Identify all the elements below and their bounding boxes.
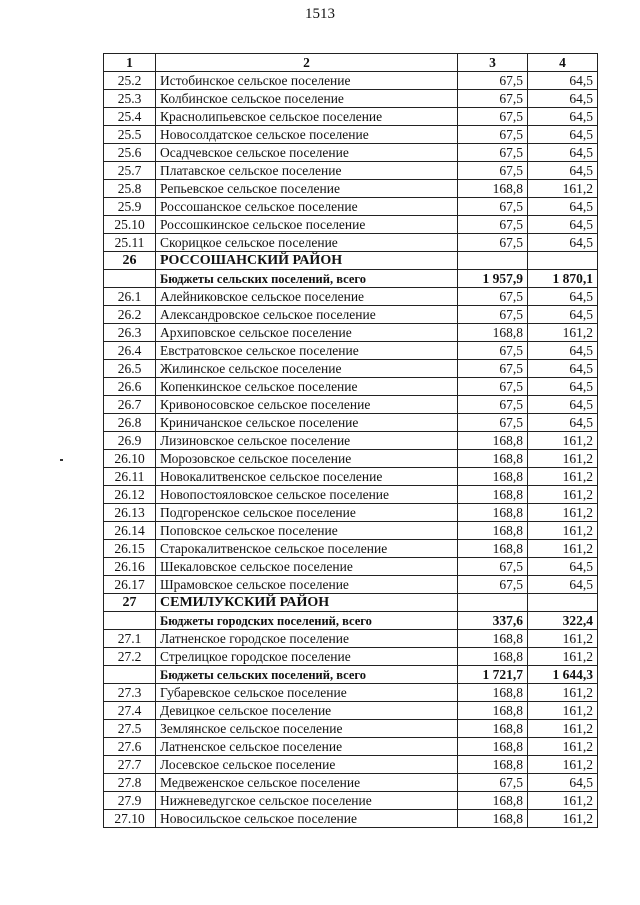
row-name: РОССОШАНСКИЙ РАЙОН <box>156 252 458 270</box>
row-number: 27.2 <box>104 648 156 666</box>
table-row <box>104 360 598 378</box>
table-row <box>104 648 598 666</box>
row-name: Жилинское сельское поселение <box>156 360 458 378</box>
row-name: Губаревское сельское поселение <box>156 684 458 702</box>
row-name: Лосевское сельское поселение <box>156 756 458 774</box>
row-value-col4: 64,5 <box>528 126 598 144</box>
row-name: Нижневедугское сельское поселение <box>156 792 458 810</box>
row-value-col3 <box>458 252 528 270</box>
row-value-col4: 64,5 <box>528 774 598 792</box>
row-number: 26.11 <box>104 468 156 486</box>
row-value-col4: 64,5 <box>528 90 598 108</box>
row-number: 25.3 <box>104 90 156 108</box>
row-value-col4: 64,5 <box>528 216 598 234</box>
table-row <box>104 486 598 504</box>
row-value-col4: 161,2 <box>528 810 598 828</box>
row-name: Александровское сельское поселение <box>156 306 458 324</box>
table-body <box>104 72 598 828</box>
row-name: Землянское сельское поселение <box>156 720 458 738</box>
row-value-col3: 1 721,7 <box>458 666 528 684</box>
page-number: 1513 <box>305 6 335 22</box>
table-row <box>104 738 598 756</box>
table-row <box>104 774 598 792</box>
table-row <box>104 234 598 252</box>
row-name: Копенкинское сельское поселение <box>156 378 458 396</box>
row-value-col3: 67,5 <box>458 90 528 108</box>
row-value-col4: 64,5 <box>528 342 598 360</box>
row-name: Подгоренское сельское поселение <box>156 504 458 522</box>
row-name: СЕМИЛУКСКИЙ РАЙОН <box>156 594 458 612</box>
row-number: 26.4 <box>104 342 156 360</box>
row-value-col3: 337,6 <box>458 612 528 630</box>
row-number: 27.5 <box>104 720 156 738</box>
table-row <box>104 702 598 720</box>
table-row <box>104 90 598 108</box>
row-value-col4: 64,5 <box>528 288 598 306</box>
row-name: Колбинское сельское поселение <box>156 90 458 108</box>
table-row <box>104 306 598 324</box>
row-number: 27.4 <box>104 702 156 720</box>
row-name: Латненское сельское поселение <box>156 738 458 756</box>
row-value-col3 <box>458 594 528 612</box>
row-value-col4: 64,5 <box>528 378 598 396</box>
table-row <box>104 756 598 774</box>
row-number: 26.5 <box>104 360 156 378</box>
header-row <box>104 54 598 72</box>
table-row <box>104 144 598 162</box>
row-number: 26.8 <box>104 414 156 432</box>
row-value-col4: 161,2 <box>528 432 598 450</box>
row-number: 26.17 <box>104 576 156 594</box>
row-value-col4: 161,2 <box>528 648 598 666</box>
row-value-col3: 67,5 <box>458 774 528 792</box>
table-row <box>104 540 598 558</box>
header-col-3: 3 <box>458 54 528 72</box>
row-number: 26.3 <box>104 324 156 342</box>
row-value-col4: 64,5 <box>528 234 598 252</box>
row-number: 25.4 <box>104 108 156 126</box>
row-number: 25.11 <box>104 234 156 252</box>
row-name: Евстратовское сельское поселение <box>156 342 458 360</box>
row-value-col3: 168,8 <box>458 720 528 738</box>
row-value-col4: 64,5 <box>528 162 598 180</box>
table-row <box>104 216 598 234</box>
row-value-col4: 161,2 <box>528 756 598 774</box>
row-name: Новопостояловское сельское поселение <box>156 486 458 504</box>
row-number: 25.9 <box>104 198 156 216</box>
row-name: Архиповское сельское поселение <box>156 324 458 342</box>
row-name: Новосолдатское сельское поселение <box>156 126 458 144</box>
row-number: 26.12 <box>104 486 156 504</box>
row-value-col4: 64,5 <box>528 576 598 594</box>
row-value-col3: 67,5 <box>458 216 528 234</box>
row-number: 26.16 <box>104 558 156 576</box>
row-name: Бюджеты городских поселений, всего <box>156 612 458 630</box>
row-value-col3: 67,5 <box>458 162 528 180</box>
row-value-col3: 67,5 <box>458 576 528 594</box>
table-row <box>104 792 598 810</box>
row-value-col3: 67,5 <box>458 198 528 216</box>
table-row <box>104 198 598 216</box>
header-col-1: 1 <box>104 54 156 72</box>
row-value-col4: 322,4 <box>528 612 598 630</box>
row-value-col3: 168,8 <box>458 738 528 756</box>
row-number: 27 <box>104 594 156 612</box>
row-value-col4: 64,5 <box>528 198 598 216</box>
row-value-col3: 67,5 <box>458 288 528 306</box>
table-row <box>104 450 598 468</box>
header-col-4: 4 <box>528 54 598 72</box>
row-name: Медвеженское сельское поселение <box>156 774 458 792</box>
row-number: 26.9 <box>104 432 156 450</box>
row-number: 27.1 <box>104 630 156 648</box>
row-number: 27.9 <box>104 792 156 810</box>
row-value-col3: 67,5 <box>458 414 528 432</box>
row-name: Лизиновское сельское поселение <box>156 432 458 450</box>
table-row <box>104 378 598 396</box>
row-number: 26.7 <box>104 396 156 414</box>
row-value-col3: 168,8 <box>458 486 528 504</box>
row-value-col4: 64,5 <box>528 558 598 576</box>
row-number: 27.10 <box>104 810 156 828</box>
row-name: Алейниковское сельское поселение <box>156 288 458 306</box>
row-value-col3: 168,8 <box>458 540 528 558</box>
row-value-col4: 161,2 <box>528 540 598 558</box>
row-name: Краснолипьевское сельское поселение <box>156 108 458 126</box>
row-number: 26.6 <box>104 378 156 396</box>
row-value-col3: 168,8 <box>458 180 528 198</box>
row-name: Репьевское сельское поселение <box>156 180 458 198</box>
row-number: 25.6 <box>104 144 156 162</box>
row-number: 25.5 <box>104 126 156 144</box>
row-number: 26.10 <box>104 450 156 468</box>
row-name: Скорицкое сельское поселение <box>156 234 458 252</box>
row-number: 25.8 <box>104 180 156 198</box>
row-value-col4: 64,5 <box>528 396 598 414</box>
row-value-col4: 161,2 <box>528 702 598 720</box>
row-value-col3: 67,5 <box>458 234 528 252</box>
table-row <box>104 630 598 648</box>
row-value-col4: 161,2 <box>528 450 598 468</box>
table-row <box>104 504 598 522</box>
row-value-col3: 67,5 <box>458 108 528 126</box>
district-row <box>104 594 598 612</box>
header-col-2: 2 <box>156 54 458 72</box>
row-number: 25.2 <box>104 72 156 90</box>
row-value-col3: 168,8 <box>458 756 528 774</box>
row-value-col4: 64,5 <box>528 306 598 324</box>
total-row <box>104 270 598 288</box>
row-name: Новосильское сельское поселение <box>156 810 458 828</box>
row-name: Россошкинское сельское поселение <box>156 216 458 234</box>
table-row <box>104 414 598 432</box>
row-value-col4: 161,2 <box>528 324 598 342</box>
row-value-col4: 161,2 <box>528 180 598 198</box>
row-number: 25.10 <box>104 216 156 234</box>
row-value-col3: 168,8 <box>458 450 528 468</box>
row-value-col4: 64,5 <box>528 414 598 432</box>
table-row <box>104 108 598 126</box>
row-value-col3: 168,8 <box>458 792 528 810</box>
row-number: 27.7 <box>104 756 156 774</box>
row-number: 26.14 <box>104 522 156 540</box>
row-name: Стрелицкое городское поселение <box>156 648 458 666</box>
row-name: Шрамовское сельское поселение <box>156 576 458 594</box>
row-value-col3: 67,5 <box>458 144 528 162</box>
row-number: 27.6 <box>104 738 156 756</box>
row-number: 26.15 <box>104 540 156 558</box>
row-name: Кривоносовское сельское поселение <box>156 396 458 414</box>
row-name: Платавское сельское поселение <box>156 162 458 180</box>
row-number: 26.1 <box>104 288 156 306</box>
row-name: Латненское городское поселение <box>156 630 458 648</box>
row-value-col4: 161,2 <box>528 468 598 486</box>
scan-speck <box>60 459 63 461</box>
row-name: Старокалитвенское сельское поселение <box>156 540 458 558</box>
table-row <box>104 720 598 738</box>
row-value-col3: 67,5 <box>458 378 528 396</box>
row-value-col3: 168,8 <box>458 810 528 828</box>
table-row <box>104 126 598 144</box>
row-number: 26.2 <box>104 306 156 324</box>
row-name: Новокалитвенское сельское поселение <box>156 468 458 486</box>
district-row <box>104 252 598 270</box>
row-value-col3: 67,5 <box>458 558 528 576</box>
row-number: 27.8 <box>104 774 156 792</box>
row-value-col4: 64,5 <box>528 144 598 162</box>
row-name: Поповское сельское поселение <box>156 522 458 540</box>
row-value-col4: 161,2 <box>528 630 598 648</box>
row-value-col3: 168,8 <box>458 648 528 666</box>
row-value-col4 <box>528 252 598 270</box>
table-row <box>104 810 598 828</box>
table-row <box>104 522 598 540</box>
row-name: Бюджеты сельских поселений, всего <box>156 666 458 684</box>
table-row <box>104 288 598 306</box>
row-value-col3: 168,8 <box>458 702 528 720</box>
row-name: Осадчевское сельское поселение <box>156 144 458 162</box>
row-value-col4: 64,5 <box>528 360 598 378</box>
row-value-col4: 161,2 <box>528 738 598 756</box>
row-number: 26.13 <box>104 504 156 522</box>
row-value-col4: 161,2 <box>528 720 598 738</box>
row-name: Девицкое сельское поселение <box>156 702 458 720</box>
table-row <box>104 684 598 702</box>
row-name: Россошанское сельское поселение <box>156 198 458 216</box>
table-row <box>104 162 598 180</box>
table-row <box>104 342 598 360</box>
row-name: Истобинское сельское поселение <box>156 72 458 90</box>
row-value-col4: 64,5 <box>528 108 598 126</box>
row-value-col3: 67,5 <box>458 306 528 324</box>
row-value-col4: 161,2 <box>528 504 598 522</box>
budget-table <box>103 53 598 828</box>
row-value-col4: 1 870,1 <box>528 270 598 288</box>
row-value-col3: 1 957,9 <box>458 270 528 288</box>
table-row <box>104 72 598 90</box>
row-number <box>104 666 156 684</box>
table-row <box>104 180 598 198</box>
table-row <box>104 576 598 594</box>
row-value-col4: 64,5 <box>528 72 598 90</box>
table-row <box>104 396 598 414</box>
table-row <box>104 324 598 342</box>
row-number <box>104 270 156 288</box>
row-value-col4: 161,2 <box>528 792 598 810</box>
row-number: 27.3 <box>104 684 156 702</box>
row-value-col3: 168,8 <box>458 684 528 702</box>
row-value-col3: 168,8 <box>458 522 528 540</box>
row-value-col4: 161,2 <box>528 522 598 540</box>
row-number: 25.7 <box>104 162 156 180</box>
row-value-col3: 67,5 <box>458 342 528 360</box>
row-value-col3: 67,5 <box>458 396 528 414</box>
row-value-col3: 168,8 <box>458 324 528 342</box>
row-value-col4: 161,2 <box>528 684 598 702</box>
row-value-col3: 67,5 <box>458 360 528 378</box>
row-value-col3: 168,8 <box>458 432 528 450</box>
row-name: Криничанское сельское поселение <box>156 414 458 432</box>
row-number: 26 <box>104 252 156 270</box>
row-number <box>104 612 156 630</box>
row-name: Морозовское сельское поселение <box>156 450 458 468</box>
row-value-col4: 161,2 <box>528 486 598 504</box>
row-value-col3: 67,5 <box>458 72 528 90</box>
row-value-col3: 67,5 <box>458 126 528 144</box>
row-value-col3: 168,8 <box>458 468 528 486</box>
row-value-col4 <box>528 594 598 612</box>
table-row <box>104 432 598 450</box>
row-name: Бюджеты сельских поселений, всего <box>156 270 458 288</box>
total-row <box>104 612 598 630</box>
row-value-col3: 168,8 <box>458 630 528 648</box>
table-row <box>104 468 598 486</box>
total-row <box>104 666 598 684</box>
row-name: Шекаловское сельское поселение <box>156 558 458 576</box>
table-row <box>104 558 598 576</box>
row-value-col3: 168,8 <box>458 504 528 522</box>
row-value-col4: 1 644,3 <box>528 666 598 684</box>
